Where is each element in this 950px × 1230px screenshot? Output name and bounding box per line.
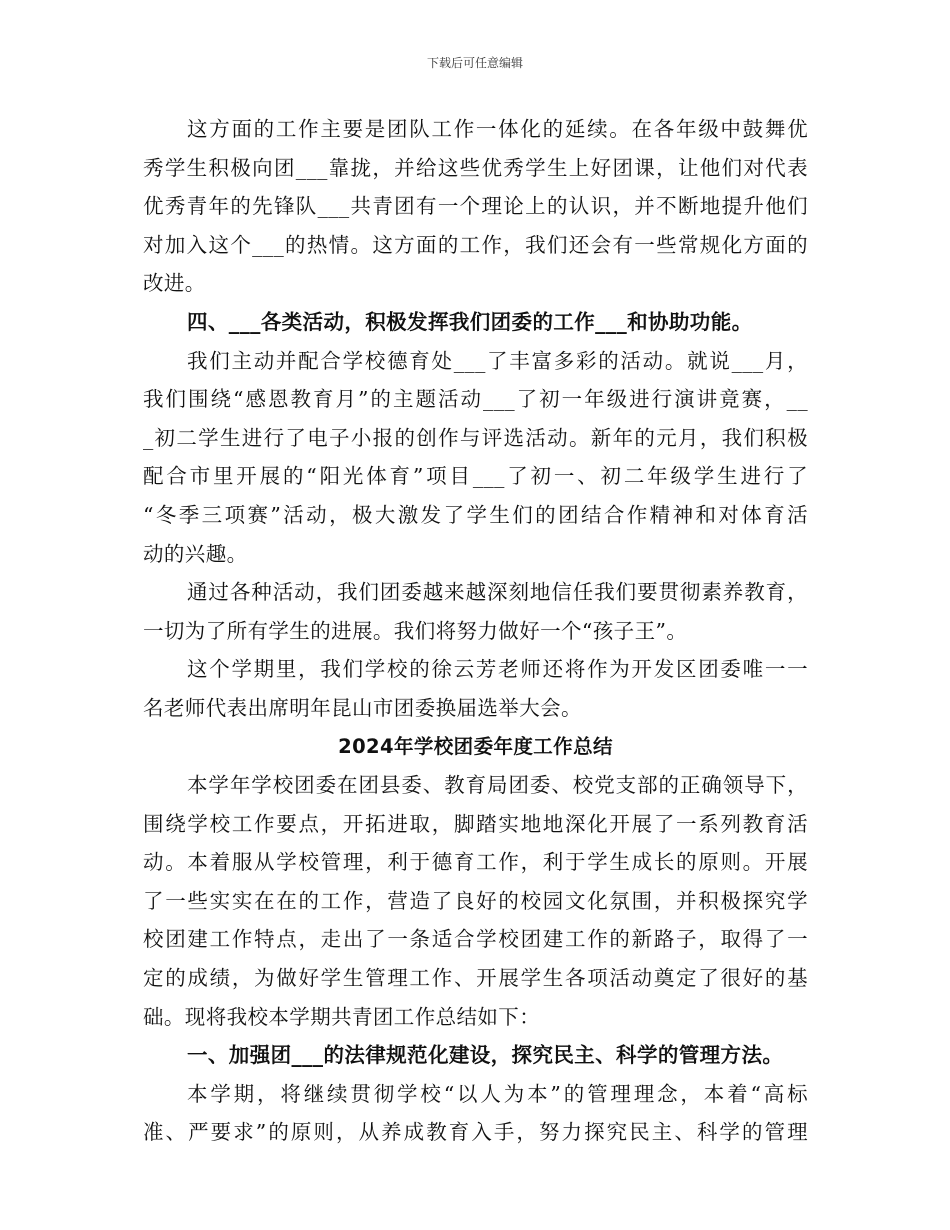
text-line: 优秀青年的先锋队___共青团有一个理论上的认识，并不断地提升他们 <box>143 194 808 219</box>
section-heading: 一、加强团___的法律规范化建设，探究民主、科学的管理方法。 <box>187 1043 784 1068</box>
document-body <box>143 110 808 1152</box>
text-line: 对加入这个___的热情。这方面的工作，我们还会有一些常规化方面的 <box>143 232 808 257</box>
text-line: 动。本着服从学校管理，利于德育工作，利于学生成长的原则。开展 <box>143 850 808 875</box>
text-line: 配合市里开展的“阳光体育”项目___了初一、初二年级学生进行了 <box>143 464 808 489</box>
text-line: 一切为了所有学生的进展。我们将努力做好一个“孩子王”。 <box>143 618 688 643</box>
text-line: 动的兴趣。 <box>143 541 248 566</box>
text-line: 校团建工作特点，走出了一条适合学校团建工作的新路子，取得了一 <box>143 927 808 952</box>
text-line: 本学年学校团委在团县委、教育局团委、校党支部的正确领导下， <box>187 773 808 798</box>
text-line: 围绕学校工作要点，开拓进取，脚踏实地地深化开展了一系列教育活 <box>143 811 808 836</box>
text-line: 准、严要求”的原则，从养成教育入手，努力探究民主、科学的管理 <box>143 1120 808 1145</box>
text-line: 改进。 <box>143 271 206 296</box>
text-line: 了一些实实在在的工作，营造了良好的校园文化氛围，并积极探究学 <box>143 888 808 913</box>
text-line: 我们围绕“感恩教育月”的主题活动___了初一年级进行演讲竟赛，__ <box>143 387 808 412</box>
page-header: 下载后可任意编辑 <box>426 56 523 70</box>
text-line: 这方面的工作主要是团队工作一体化的延续。在各年级中鼓舞优 <box>187 117 808 141</box>
text-line: 本学期，将继续贯彻学校“以人为本”的管理理念，本着“高标 <box>187 1081 808 1106</box>
text-line: “冬季三项赛”活动，极大激发了学生们的团结合作精神和对体育活 <box>143 502 808 527</box>
section-heading: 四、___各类活动，积极发挥我们团委的工作___和协助功能。 <box>187 309 753 334</box>
text-line: 通过各种活动，我们团委越来越深刻地信任我们要贯彻素养教育， <box>187 580 808 605</box>
text-line: 础。现将我校本学期共青团工作总结如下： <box>143 1004 541 1029</box>
text-line: 这个学期里，我们学校的徐云芳老师还将作为开发区团委唯一一 <box>187 657 808 682</box>
document-title: 2024年学校团委年度工作总结 <box>338 734 613 758</box>
text-line: 名老师代表出席明年昆山市团委换届选举大会。 <box>143 695 582 720</box>
text-line: 我们主动并配合学校德育处___了丰富多彩的活动。就说___月， <box>187 348 808 373</box>
text-line: 定的成绩，为做好学生管理工作、开展学生各项活动奠定了很好的基 <box>143 966 808 991</box>
text-line: _初二学生进行了电子小报的创作与评选活动。新年的元月，我们积极 <box>143 425 808 450</box>
text-line: 秀学生积极向团___靠拢，并给这些优秀学生上好团课，让他们对代表 <box>143 155 808 180</box>
